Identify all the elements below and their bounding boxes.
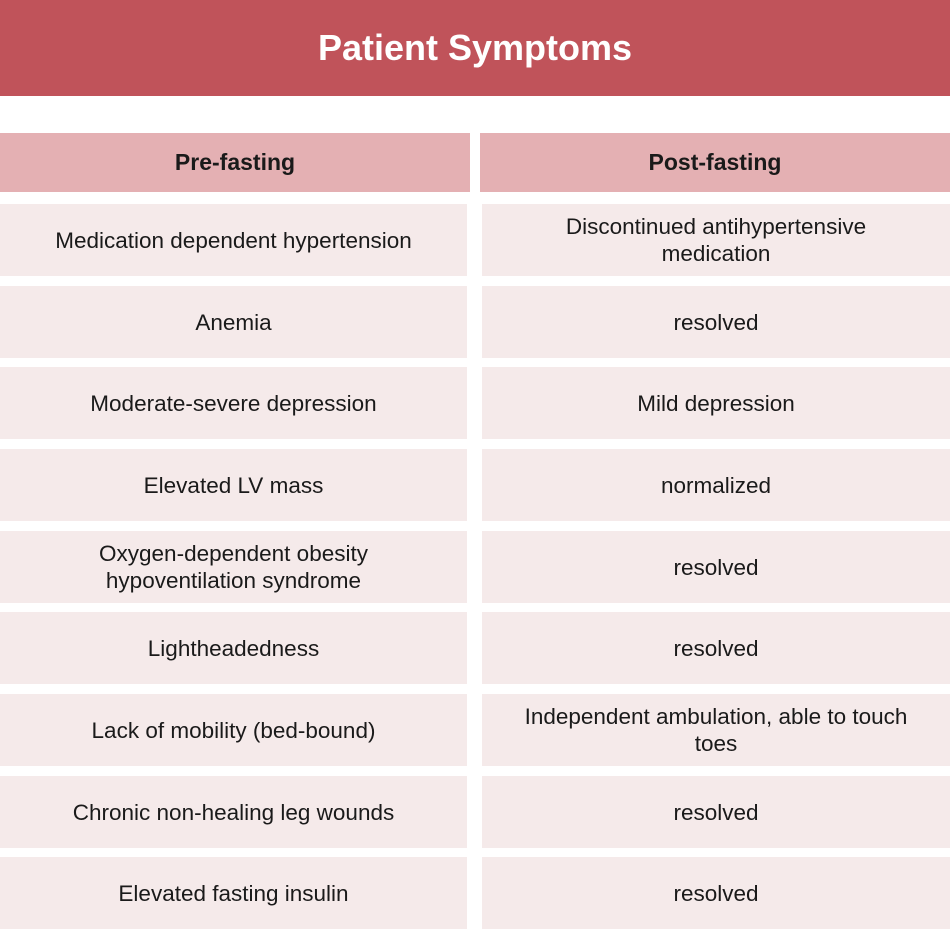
table-cell-post: normalized	[482, 449, 950, 521]
table-cell-pre: Elevated fasting insulin	[0, 857, 467, 929]
table-cell-pre: Anemia	[0, 286, 467, 358]
table-cell-pre: Medication dependent hypertension	[0, 204, 467, 276]
table-cell-post: resolved	[482, 857, 950, 929]
table-cell-post: resolved	[482, 776, 950, 848]
table-cell-post: Independent ambulation, able to touch toes	[482, 694, 950, 766]
page-title: Patient Symptoms	[317, 27, 633, 68]
table-cell-post: resolved	[482, 286, 950, 358]
table-cell-post: Mild depression	[482, 367, 950, 439]
table-cell-pre: Elevated LV mass	[0, 449, 467, 521]
table-cell-pre: Chronic non-healing leg wounds	[0, 776, 467, 848]
table-cell-post: resolved	[482, 531, 950, 603]
column-header-pre-fasting: Pre-fasting	[0, 133, 470, 192]
table-cell-post: resolved	[482, 612, 950, 684]
table-cell-pre: Oxygen-dependent obesity hypoventilation syndrome	[0, 531, 467, 603]
table-cell-pre: Moderate-severe depression	[0, 367, 467, 439]
column-header-post-fasting: Post-fasting	[480, 133, 950, 192]
title-bar	[0, 0, 950, 96]
table-cell-post: Discontinued antihypertensive medication	[482, 204, 950, 276]
table-cell-pre: Lack of mobility (bed-bound)	[0, 694, 467, 766]
table-cell-pre: Lightheadedness	[0, 612, 467, 684]
